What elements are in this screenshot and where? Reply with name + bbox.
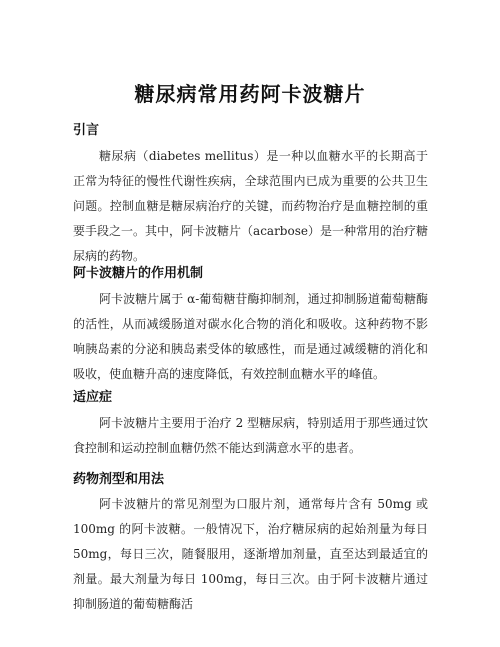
section-paragraph-intro: 糖尿病（diabetes mellitus）是一种以血糖水平的长期高于正常为特征的慢性代谢性疾病，全球范围内已成为重要的公共卫生问题。控制血糖是糖尿病治疗的关键，而药物治疗是血糖控制的重要手段之一。其中，阿卡波糖片（acarbose）是一种常用的治疗糖尿病的药物。 <box>73 149 428 263</box>
section-heading-indications: 适应症 <box>73 390 113 405</box>
section-paragraph-mechanism: 阿卡波糖片属于 α-葡萄糖苷酶抑制剂，通过抑制肠道葡萄糖酶的活性，从而减缓肠道对碳水化合物的消化和吸收。这种药物不影响胰岛素的分泌和胰岛素受体的敏感性，而是通过减缓糖的消化和吸收，使血糖升高的速度降低，有效控制血糖水平的峰值。 <box>73 292 428 381</box>
section-heading-mechanism: 阿卡波糖片的作用机制 <box>73 266 204 281</box>
document-title: 糖尿病常用药阿卡波糖片 <box>134 82 366 106</box>
section-heading-dosage: 药物剂型和用法 <box>73 472 165 487</box>
section-paragraph-dosage: 阿卡波糖片的常见剂型为口服片剂，通常每片含有 50mg 或 100mg 的阿卡波糖。一般情况下，治疗糖尿病的起始剂量为每日 50mg，每日三次，随餐服用，逐渐增加剂量，直至达到最适宜的剂量。最大剂量为每日 100mg，每日三次。由于阿卡波糖片通过抑制肠道的葡萄糖酶活 <box>73 497 428 611</box>
section-paragraph-indications: 阿卡波糖片主要用于治疗 2 型糖尿病，特别适用于那些通过饮食控制和运动控制血糖仍然不能达到满意水平的患者。 <box>73 416 428 455</box>
section-heading-intro: 引言 <box>73 123 100 138</box>
